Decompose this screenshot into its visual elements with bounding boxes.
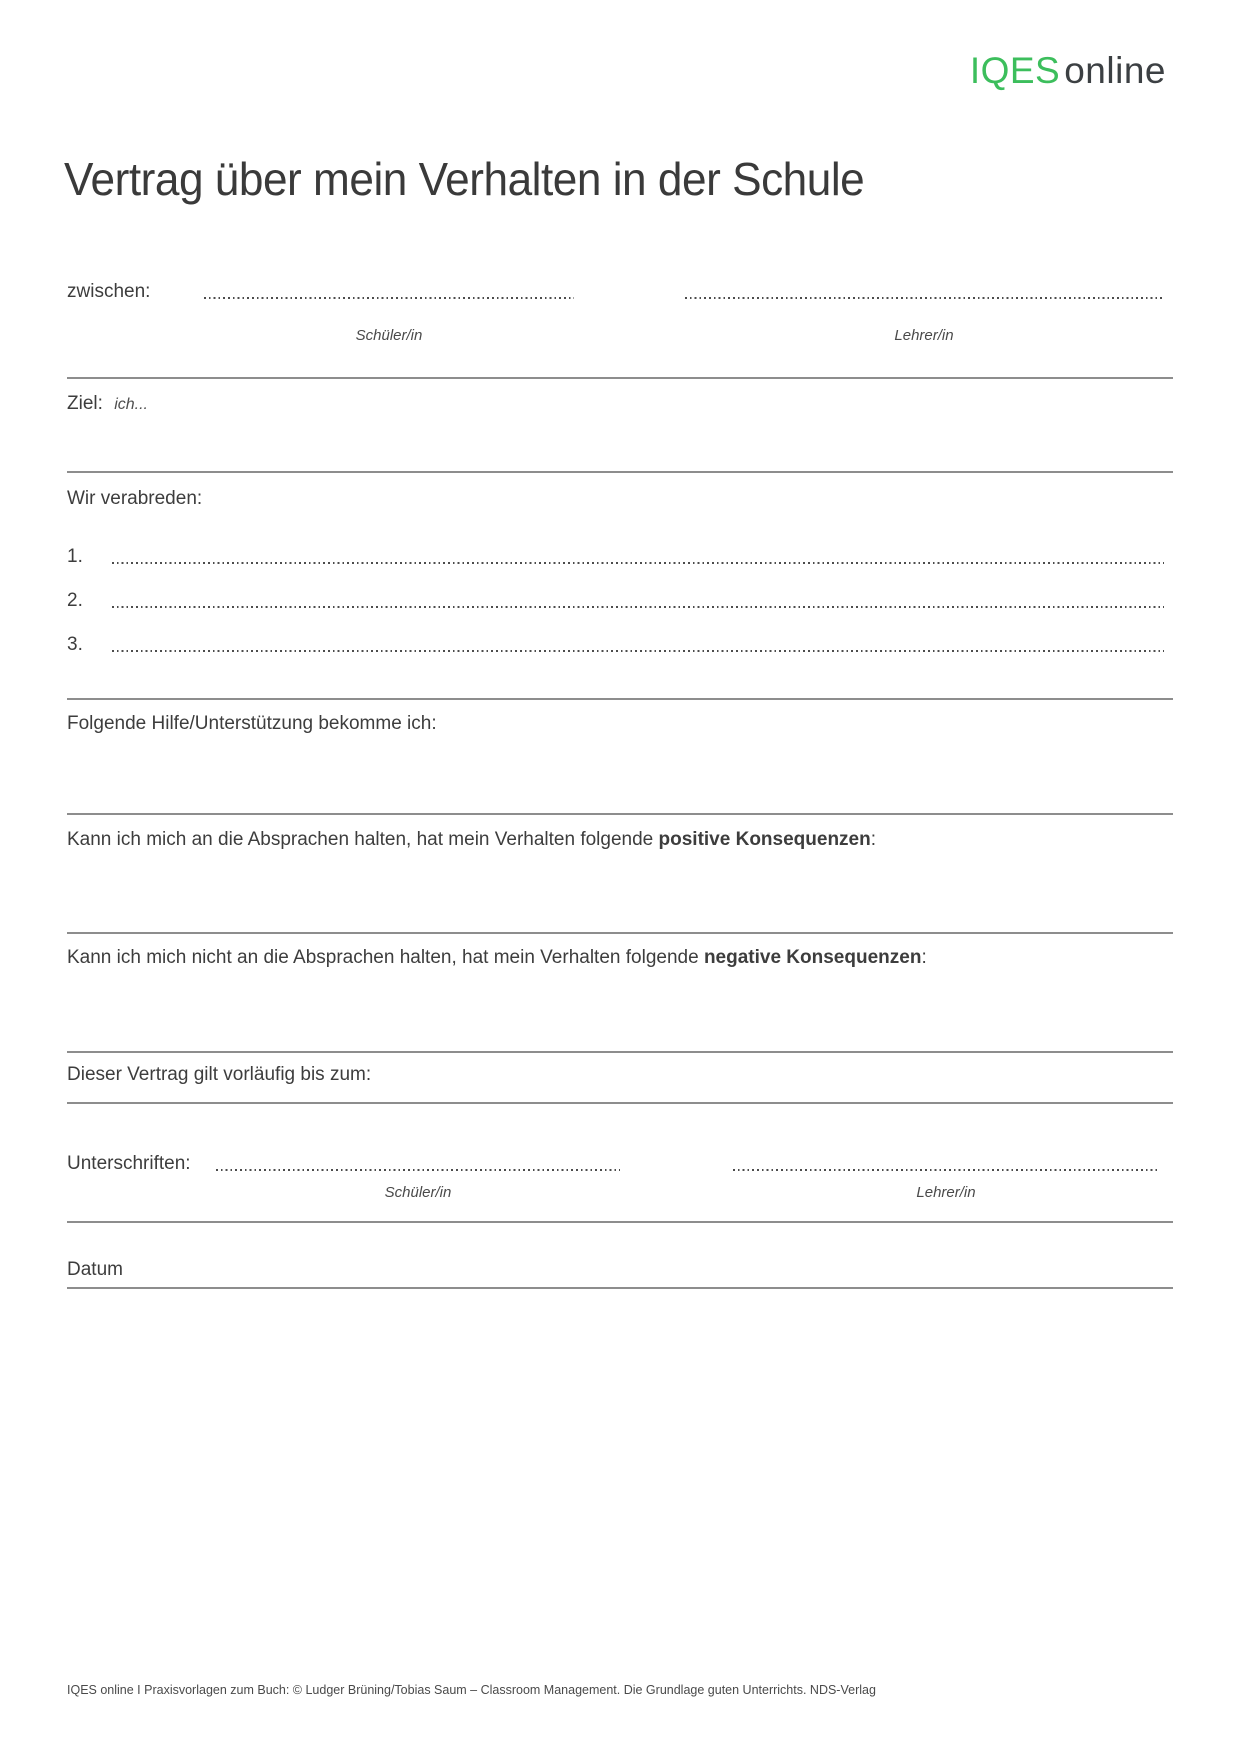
teacher-caption: Lehrer/in [894, 327, 954, 344]
agreement-field-1[interactable] [112, 561, 1164, 564]
student-signature-caption: Schüler/in [384, 1184, 452, 1201]
support-heading: Folgende Hilfe/Unterstützung bekomme ich: [67, 713, 437, 734]
date-label: Datum [67, 1259, 123, 1280]
page-title: Vertrag über mein Verhalten in der Schule [64, 153, 865, 205]
logo-iqes-text: IQES [969, 50, 1061, 91]
negative-text-before: Kann ich mich nicht an die Absprachen halten, hat mein Verhalten folgende [67, 947, 704, 968]
validity-heading: Dieser Vertrag gilt vorläufig bis zum: [67, 1064, 372, 1085]
negative-text-bold: negative Konsequenzen [703, 947, 922, 968]
section-divider-1 [67, 377, 1173, 379]
section-divider-7 [67, 1102, 1173, 1104]
agreement-number-3: 3. [67, 634, 83, 655]
goal-prompt: ich... [114, 396, 148, 413]
date-line[interactable] [67, 1287, 1173, 1289]
logo-online-text: online [1064, 50, 1166, 91]
agreement-number-1: 1. [67, 546, 83, 567]
agreement-field-2[interactable] [112, 605, 1164, 608]
section-divider-8 [67, 1221, 1173, 1223]
negative-consequences-heading [67, 946, 927, 970]
footer-credit-text: IQES online I Praxisvorlagen zum Buch: © Ludger Brüning/Tobias Saum – Classroom Management. Die Grundlage guten Unterrichts. NDS-Verlag [67, 1683, 876, 1697]
positive-text-after: : [870, 829, 876, 850]
positive-text-bold: positive Konsequenzen [658, 829, 871, 850]
section-divider-2 [67, 471, 1173, 473]
parties-label: zwischen: [67, 281, 151, 302]
teacher-signature-caption: Lehrer/in [916, 1184, 976, 1201]
goal-row [67, 392, 148, 417]
section-divider-5 [67, 932, 1173, 934]
student-name-field[interactable] [204, 296, 574, 299]
section-divider-3 [67, 698, 1173, 700]
negative-text-after: : [921, 947, 927, 968]
student-caption: Schüler/in [355, 327, 423, 344]
section-divider-6 [67, 1051, 1173, 1053]
agreements-heading: Wir verabreden: [67, 488, 203, 509]
positive-consequences-heading [67, 828, 876, 852]
section-divider-4 [67, 813, 1173, 815]
teacher-signature-field[interactable] [733, 1168, 1159, 1171]
positive-text-before: Kann ich mich an die Absprachen halten, hat mein Verhalten folgende [67, 829, 659, 850]
goal-label: Ziel: [67, 393, 103, 414]
iqes-online-logo [970, 50, 1166, 92]
student-signature-field[interactable] [216, 1168, 620, 1171]
agreement-field-3[interactable] [112, 649, 1164, 652]
signatures-label: Unterschriften: [67, 1153, 191, 1174]
teacher-name-field[interactable] [685, 296, 1163, 299]
agreement-number-2: 2. [67, 590, 83, 611]
